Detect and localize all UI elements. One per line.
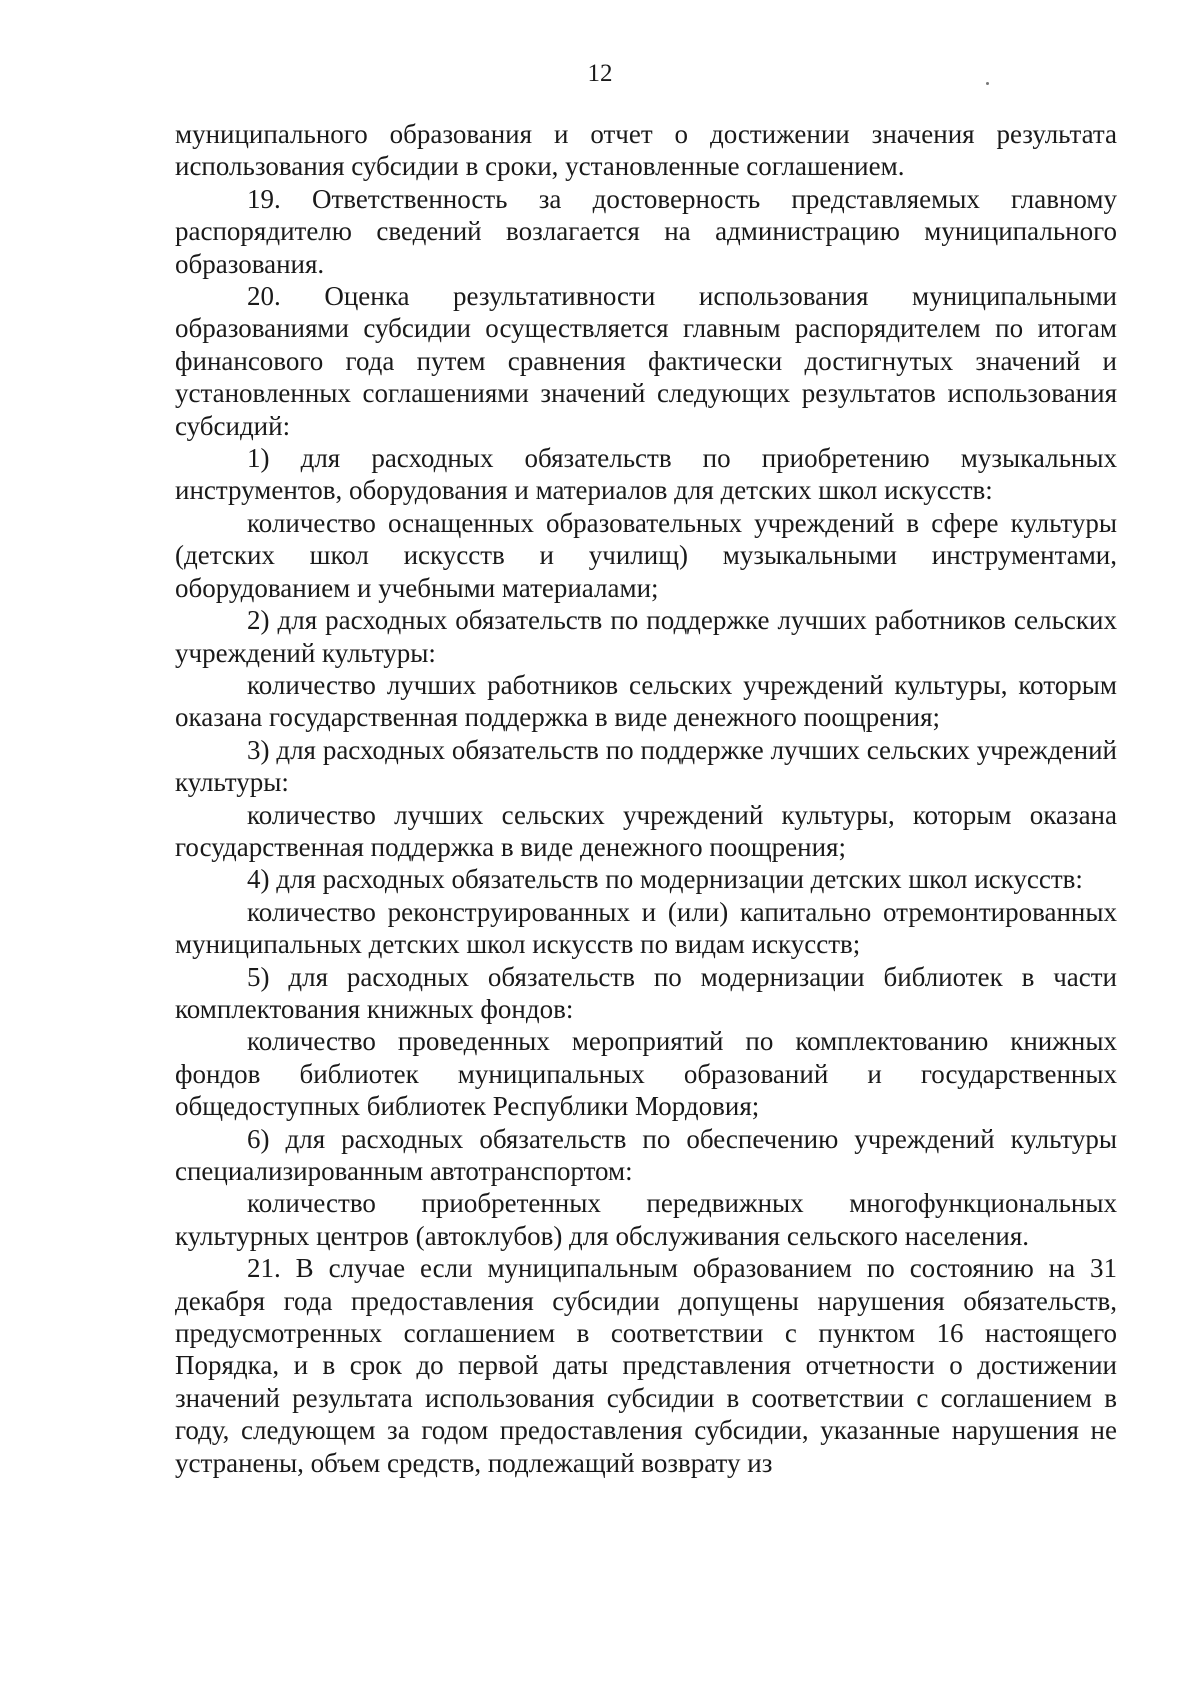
- scan-artifact-dot: [986, 82, 989, 85]
- subitem-6: 6) для расходных обязательств по обеспечению учреждений культуры специализированным автотранспортом:: [175, 1123, 1117, 1186]
- subitem-5-indicator: количество проведенных мероприятий по комплектованию книжных фондов библиотек муниципальных образований и государственных общедоступных библиотек Республики Мордовия;: [175, 1026, 1117, 1122]
- subitem-4-indicator: количество реконструированных и (или) капитально отремонтированных муниципальных детских школ искусств по видам искусств;: [175, 896, 1117, 960]
- page-number: 12: [587, 60, 613, 87]
- paragraph-item-20: 20. Оценка результативности использования муниципальными образованиями субсидии осуществляется главным распорядителем по итогам финансового года путем сравнения фактически достигнутых значений и установленных соглашениями значений следующих результатов использования субсидий:: [175, 281, 1117, 441]
- document-body: [175, 118, 1117, 1479]
- paragraph-item-21: 21. В случае если муниципальным образованием по состоянию на 31 декабря года предоставления субсидии допущены нарушения обязательств, предусмотренных соглашением в соответствии с пунктом 16 настоящего Порядка, и в срок до первой даты представления отчетности о достижении значений результата использования субсидии в соответствии с соглашением в году, следующем за годом предоставления субсидии, указанные нарушения не устранены, объем средств, подлежащий возврату из: [175, 1253, 1117, 1478]
- subitem-2-indicator: количество лучших работников сельских учреждений культуры, которым оказана государственная поддержка в виде денежного поощрения;: [175, 669, 1117, 733]
- paragraph-continuation: муниципального образования и отчет о достижении значения результата использования субсидии в сроки, установленные соглашением.: [175, 119, 1117, 182]
- subitem-3-indicator: количество лучших сельских учреждений культуры, которым оказана государственная поддержка в виде денежного поощрения;: [175, 799, 1117, 862]
- paragraph-item-19: 19. Ответственность за достоверность представляемых главному распорядителю сведений возлагается на администрацию муниципального образования.: [175, 183, 1117, 279]
- subitem-6-indicator: количество приобретенных передвижных многофункциональных культурных центров (автоклубов) для обслуживания сельского населения.: [175, 1188, 1117, 1251]
- subitem-1: 1) для расходных обязательств по приобретению музыкальных инструментов, оборудования и материалов для детских школ искусств:: [175, 443, 1117, 506]
- subitem-1-indicator: количество оснащенных образовательных учреждений в сфере культуры (детских школ искусств и училищ) музыкальными инструментами, оборудованием и учебными материалами;: [175, 507, 1117, 603]
- subitem-3: 3) для расходных обязательств по поддержке лучших сельских учреждений культуры:: [175, 734, 1117, 798]
- subitem-5: 5) для расходных обязательств по модернизации библиотек в части комплектования книжных фондов:: [175, 961, 1117, 1024]
- subitem-4: 4) для расходных обязательств по модернизации детских школ искусств:: [247, 864, 1083, 895]
- subitem-2: 2) для расходных обязательств по поддержке лучших работников сельских учреждений культуры:: [175, 605, 1117, 668]
